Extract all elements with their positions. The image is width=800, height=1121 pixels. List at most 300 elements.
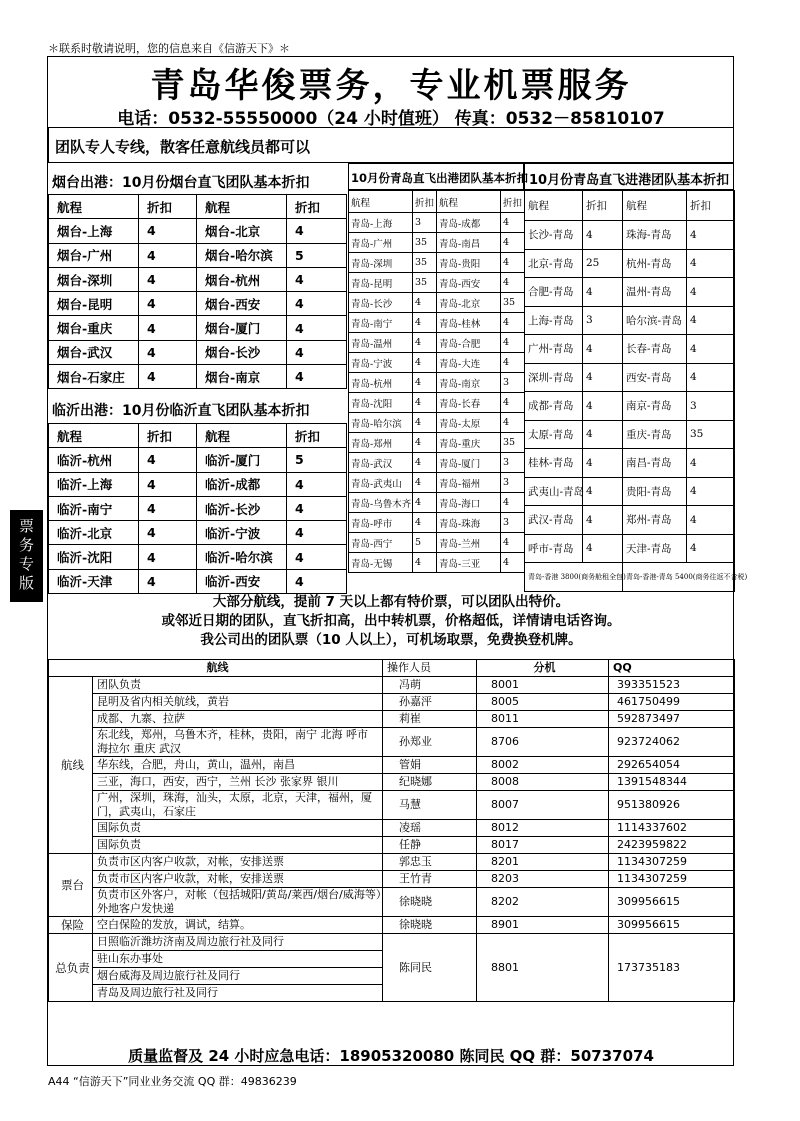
qd-in-route: 太原-青岛 [525, 420, 583, 449]
qd-out-discount: 4 [413, 553, 437, 573]
qd-in-route: 贵阳-青岛 [623, 477, 687, 506]
table-row [349, 493, 525, 513]
linyi-route: 临沂-沈阳 [49, 545, 139, 569]
qd-out-route: 青岛-三亚 [437, 553, 501, 573]
qd-out-discount: 3 [501, 453, 525, 473]
table-row [49, 243, 347, 267]
qd-out-route: 青岛-福州 [437, 473, 501, 493]
qd-in-discount: 4 [687, 249, 735, 278]
yantai-discount: 4 [287, 267, 347, 291]
notes [48, 593, 734, 650]
staff-desc: 团队负责 [93, 677, 383, 694]
qd-out-route: 青岛-厦门 [437, 453, 501, 473]
table-row [49, 545, 347, 569]
qd-out-discount: 4 [501, 533, 525, 553]
staff-qq: 592873497 [609, 711, 735, 728]
staff-person: 冯萌 [383, 677, 477, 694]
staff-qq: 292654054 [609, 757, 735, 774]
qd-out-discount: 4 [413, 373, 437, 393]
staff-qq: 1391548344 [609, 774, 735, 791]
table-row [49, 677, 735, 694]
qd-out-discount: 4 [501, 413, 525, 433]
linyi-route: 临沂-成都 [197, 472, 287, 496]
qd-in-discount: 4 [687, 278, 735, 307]
qd-out-route: 青岛-长春 [437, 393, 501, 413]
staff-qq: 173735183 [609, 934, 735, 1002]
qd-out-discount: 35 [413, 253, 437, 273]
table-row [525, 449, 735, 478]
table-row [525, 506, 735, 535]
staff-header-route: 航线 [49, 660, 383, 677]
yantai-discount: 4 [139, 267, 197, 291]
yantai-route: 烟台-广州 [49, 243, 139, 267]
qd-in-discount: 4 [583, 335, 623, 364]
staff-desc: 日照临沂潍坊济南及周边旅行社及同行 [93, 934, 383, 951]
staff-qq: 1114337602 [609, 820, 735, 837]
page-title: 青岛华俊票务，专业机票服务 [150, 66, 632, 106]
staff-desc: 驻山东办事处 [93, 951, 383, 968]
qd-in-discount: 4 [583, 449, 623, 478]
qd-out-discount: 4 [413, 493, 437, 513]
yantai-route: 烟台-杭州 [197, 267, 287, 291]
staff-person: 任静 [383, 837, 477, 854]
yantai-route: 烟台-南京 [197, 365, 287, 389]
qd-out-discount: 4 [413, 353, 437, 373]
qd-in-discount: 4 [583, 506, 623, 535]
staff-person: 孙郑业 [383, 728, 477, 757]
staff-desc: 负责市区外客户，对帐（包括城阳/黄岛/莱西/烟台/威海等）外地客户发快递 [93, 888, 383, 917]
qd-out-discount: 4 [413, 433, 437, 453]
table-row [525, 306, 735, 335]
staff-ext: 8005 [477, 694, 609, 711]
qd-in-route: 珠海-青岛 [623, 221, 687, 250]
qd-in-route: 呼市-青岛 [525, 534, 583, 563]
qd-in-route: 哈尔滨-青岛 [623, 306, 687, 335]
table-row [49, 496, 347, 520]
table-row [349, 213, 525, 233]
qd-in-route: 武夷山-青岛 [525, 477, 583, 506]
table-row [49, 917, 735, 934]
qd-in-discount: 4 [583, 221, 623, 250]
table-row [49, 448, 347, 472]
qd-out-discount: 4 [413, 313, 437, 333]
table-row [49, 316, 347, 340]
staff-ext: 8202 [477, 888, 609, 917]
qd-out-discount: 4 [501, 553, 525, 573]
qd-in-route: 长沙-青岛 [525, 221, 583, 250]
linyi-route: 临沂-杭州 [49, 448, 139, 472]
table-row [349, 513, 525, 533]
linyi-discount: 4 [139, 521, 197, 545]
qd-in-hk-return: 青岛-香港-青岛 5400(商务往返不含税) [623, 563, 735, 592]
qd-out-route: 青岛-广州 [349, 233, 413, 253]
table-row [349, 393, 525, 413]
qd-in-route: 郑州-青岛 [623, 506, 687, 535]
qd-in-header-row [525, 191, 735, 221]
qd-out-route: 青岛-上海 [349, 213, 413, 233]
qd-out-header-cell: 航程 [437, 191, 501, 213]
qd-out-discount: 4 [501, 353, 525, 373]
qd-in-discount: 3 [583, 306, 623, 335]
staff-person: 陈同民 [383, 934, 477, 1002]
qd-out-route: 青岛-西宁 [349, 533, 413, 553]
qd-in-header-cell: 折扣 [583, 191, 623, 221]
table-row [349, 273, 525, 293]
qd-out-discount: 4 [501, 393, 525, 413]
table-row [349, 553, 525, 573]
staff-ext: 8012 [477, 820, 609, 837]
linyi-route: 临沂-长沙 [197, 496, 287, 520]
qd-out-discount: 5 [413, 533, 437, 553]
staff-qq: 461750499 [609, 694, 735, 711]
table-row [49, 521, 347, 545]
yantai-route: 烟台-深圳 [49, 267, 139, 291]
qd-in-discount: 4 [687, 335, 735, 364]
linyi-discount: 5 [287, 448, 347, 472]
table-row [49, 728, 735, 757]
yantai-route: 烟台-重庆 [49, 316, 139, 340]
table-row [349, 313, 525, 333]
linyi-header-cell: 航程 [49, 424, 139, 448]
linyi-discount: 4 [287, 545, 347, 569]
qd-in-route: 杭州-青岛 [623, 249, 687, 278]
table-row [49, 365, 347, 389]
qd-out-route: 青岛-呼市 [349, 513, 413, 533]
side-tab [10, 510, 43, 602]
qd-in-route: 南昌-青岛 [623, 449, 687, 478]
qd-in-route: 武汉-青岛 [525, 506, 583, 535]
qd-out-discount: 35 [413, 273, 437, 293]
table-row [349, 333, 525, 353]
table-row [525, 534, 735, 563]
qd-out-discount: 4 [413, 473, 437, 493]
qd-in-discount: 4 [687, 534, 735, 563]
linyi-route: 临沂-上海 [49, 472, 139, 496]
table-row [49, 472, 347, 496]
yantai-route: 烟台-西安 [197, 292, 287, 316]
yantai-route: 烟台-厦门 [197, 316, 287, 340]
staff-ext: 8001 [477, 677, 609, 694]
qd-out-discount: 4 [413, 453, 437, 473]
qd-in-route: 长春-青岛 [623, 335, 687, 364]
table-row [49, 774, 735, 791]
qd-out-discount: 4 [413, 333, 437, 353]
staff-desc: 负责市区内客户收款，对帐，安排送票 [93, 871, 383, 888]
staff-desc: 负责市区内客户收款，对帐，安排送票 [93, 854, 383, 871]
qd-out-discount: 3 [413, 213, 437, 233]
table-row [349, 473, 525, 493]
table-row [49, 791, 735, 820]
yantai-header-cell: 折扣 [287, 195, 347, 219]
qd-out-route: 青岛-宁波 [349, 353, 413, 373]
staff-desc: 广州，深圳，珠海，汕头，太原，北京，天津，福州，厦门，武夷山，石家庄 [93, 791, 383, 820]
linyi-discount: 4 [287, 472, 347, 496]
staff-ext: 8002 [477, 757, 609, 774]
staff-person: 管娟 [383, 757, 477, 774]
staff-desc: 国际负责 [93, 820, 383, 837]
qd-out-discount: 35 [501, 433, 525, 453]
table-row [49, 820, 735, 837]
table-row [525, 563, 735, 592]
qd-out-route: 青岛-南京 [437, 373, 501, 393]
qd-in-route: 广州-青岛 [525, 335, 583, 364]
note-line: 或邻近日期的团队，直飞折扣高，出中转机票，价格超低，详情请电话咨询。 [161, 613, 621, 629]
yantai-discount: 4 [139, 316, 197, 340]
yantai-header-cell: 折扣 [139, 195, 197, 219]
yantai-discount: 4 [287, 219, 347, 243]
qd-out-header-row [349, 191, 525, 213]
qd-in-discount: 4 [687, 221, 735, 250]
table-row [349, 233, 525, 253]
yantai-header-cell: 航程 [49, 195, 139, 219]
yantai-discount: 4 [139, 243, 197, 267]
qd-out-discount: 4 [413, 293, 437, 313]
note-line: 我公司出的团队票（10 人以上），可机场取票，免费换登机牌。 [200, 632, 582, 648]
staff-person: 纪晓娜 [383, 774, 477, 791]
qd-in-route: 重庆-青岛 [623, 420, 687, 449]
yantai-route: 烟台-武汉 [49, 340, 139, 364]
yantai-discount: 4 [139, 365, 197, 389]
qd-out-route: 青岛-桂林 [437, 313, 501, 333]
staff-desc: 昆明及省内相关航线，黄岩 [93, 694, 383, 711]
linyi-table [48, 423, 347, 594]
qd-in-discount: 4 [687, 477, 735, 506]
qd-in-route: 南京-青岛 [623, 392, 687, 421]
yantai-route: 烟台-长沙 [197, 340, 287, 364]
table-row [49, 711, 735, 728]
linyi-discount: 4 [139, 569, 197, 593]
staff-qq: 309956615 [609, 917, 735, 934]
table-row [49, 757, 735, 774]
qd-out-route: 青岛-哈尔滨 [349, 413, 413, 433]
qd-out-route: 青岛-无锡 [349, 553, 413, 573]
linyi-route: 临沂-南宁 [49, 496, 139, 520]
qd-out-header-cell: 折扣 [413, 191, 437, 213]
staff-desc: 华东线，合肥，舟山，黄山，温州，南昌 [93, 757, 383, 774]
staff-header-row [49, 660, 735, 677]
staff-person: 凌瑶 [383, 820, 477, 837]
page-footer: A44 “信游天下”同业业务交流 QQ 群：49836239 [48, 1075, 297, 1088]
staff-person: 郭忠玉 [383, 854, 477, 871]
linyi-route: 临沂-厦门 [197, 448, 287, 472]
qd-out-route: 青岛-温州 [349, 333, 413, 353]
qd-out-route: 青岛-兰州 [437, 533, 501, 553]
yantai-header-cell: 航程 [197, 195, 287, 219]
qd-in-discount: 4 [583, 392, 623, 421]
yantai-route: 烟台-上海 [49, 219, 139, 243]
linyi-route: 临沂-天津 [49, 569, 139, 593]
qd-in-route: 西安-青岛 [623, 363, 687, 392]
table-row [349, 373, 525, 393]
staff-desc: 青岛及周边旅行社及同行 [93, 985, 383, 1002]
staff-qq: 1134307259 [609, 854, 735, 871]
staff-desc: 三亚，海口，西安，西宁，兰州 长沙 张家界 银川 [93, 774, 383, 791]
staff-person: 马慧 [383, 791, 477, 820]
table-row [349, 453, 525, 473]
qd-out-route: 青岛-乌鲁木齐 [349, 493, 413, 513]
side-tab-char: 务 [18, 536, 34, 554]
qd-out-discount: 4 [413, 413, 437, 433]
staff-ext: 8201 [477, 854, 609, 871]
table-row [49, 340, 347, 364]
yantai-discount: 4 [139, 340, 197, 364]
staff-person: 王竹青 [383, 871, 477, 888]
qd-in-route: 合肥-青岛 [525, 278, 583, 307]
qd-out-route: 青岛-北京 [437, 293, 501, 313]
yantai-route: 烟台-北京 [197, 219, 287, 243]
staff-qq: 951380926 [609, 791, 735, 820]
staff-header-qq: QQ [609, 660, 735, 677]
staff-desc: 空白保险的发放，调试，结算。 [93, 917, 383, 934]
qd-in-route: 温州-青岛 [623, 278, 687, 307]
linyi-route: 临沂-宁波 [197, 521, 287, 545]
table-row [349, 353, 525, 373]
qd-out-route: 青岛-成都 [437, 213, 501, 233]
linyi-discount: 4 [139, 545, 197, 569]
staff-header-ext: 分机 [477, 660, 609, 677]
quality-hotline: 质量监督及 24 小时应急电话：18905320080 陈同民 QQ 群：50737074 [128, 1047, 654, 1065]
yantai-discount: 5 [287, 243, 347, 267]
category-insurance: 保险 [49, 917, 93, 934]
linyi-header-cell: 折扣 [139, 424, 197, 448]
staff-desc: 东北线，郑州，乌鲁木齐，桂林，贵阳，南宁 北海 呼市 海拉尔 重庆 武汉 [93, 728, 383, 757]
qd-out-header-cell: 折扣 [501, 191, 525, 213]
qd-out-route: 青岛-西安 [437, 273, 501, 293]
qd-in-discount: 4 [583, 278, 623, 307]
yantai-table [48, 194, 347, 389]
qd-out-discount: 35 [413, 233, 437, 253]
staff-qq: 393351523 [609, 677, 735, 694]
qd-in-discount: 4 [687, 449, 735, 478]
table-row [349, 253, 525, 273]
qd-out-route: 青岛-珠海 [437, 513, 501, 533]
qd-out-route: 青岛-重庆 [437, 433, 501, 453]
linyi-route: 临沂-西安 [197, 569, 287, 593]
staff-ext: 8017 [477, 837, 609, 854]
linyi-discount: 4 [139, 472, 197, 496]
staff-desc: 成都、九寨、拉萨 [93, 711, 383, 728]
table-row [49, 888, 735, 917]
table-row [525, 392, 735, 421]
yantai-discount: 4 [287, 365, 347, 389]
qd-out-route: 青岛-南宁 [349, 313, 413, 333]
table-row [49, 219, 347, 243]
qd-in-discount: 4 [687, 506, 735, 535]
table-row [349, 413, 525, 433]
qd-out-discount: 4 [501, 493, 525, 513]
qd-in-discount: 4 [583, 534, 623, 563]
staff-person: 莉崔 [383, 711, 477, 728]
qd-out-route: 青岛-郑州 [349, 433, 413, 453]
qd-in-route: 桂林-青岛 [525, 449, 583, 478]
qd-in-discount: 4 [687, 363, 735, 392]
yantai-route: 烟台-石家庄 [49, 365, 139, 389]
yantai-discount: 4 [287, 340, 347, 364]
note-line: 大部分航线，提前 7 天以上都有特价票，可以团队出特价。 [212, 594, 570, 610]
qd-in-discount: 4 [687, 306, 735, 335]
top-note: ＊联系时敬请说明，您的信息来自《信游天下》＊ [48, 42, 290, 55]
qd-in-hk-oneway: 青岛-香港 3800(商务舱租全包) [525, 563, 623, 592]
staff-table [48, 659, 735, 1002]
contact-line: 电话：0532-55550000（24 小时值班） 传真：0532－85810107 [117, 109, 665, 129]
table-row [525, 221, 735, 250]
qd-out-route: 青岛-沈阳 [349, 393, 413, 413]
linyi-discount: 4 [139, 448, 197, 472]
staff-person: 徐晓晓 [383, 888, 477, 917]
qd-out-route: 青岛-海口 [437, 493, 501, 513]
staff-person: 孙嘉泙 [383, 694, 477, 711]
qd-out-discount: 3 [501, 373, 525, 393]
staff-ext: 8007 [477, 791, 609, 820]
qd-out-route: 青岛-合肥 [437, 333, 501, 353]
qd-out-route: 青岛-昆明 [349, 273, 413, 293]
table-row [49, 837, 735, 854]
qd-in-header-cell: 折扣 [687, 191, 735, 221]
staff-ext: 8706 [477, 728, 609, 757]
table-row [525, 363, 735, 392]
linyi-route: 临沂-哈尔滨 [197, 545, 287, 569]
yantai-heading: 烟台出港：10月份烟台直飞团队基本折扣 [52, 175, 310, 191]
table-row [349, 533, 525, 553]
qd-in-route: 北京-青岛 [525, 249, 583, 278]
qd-out-table [348, 190, 525, 573]
qd-out-route: 青岛-杭州 [349, 373, 413, 393]
team-line: 团队专人专线，散客任意航线员都可以 [48, 127, 734, 163]
side-tab-char: 专 [18, 555, 34, 573]
table-row [49, 694, 735, 711]
yantai-discount: 4 [287, 316, 347, 340]
staff-header-person: 操作人员 [383, 660, 477, 677]
staff-ext: 8008 [477, 774, 609, 791]
qd-out-route: 青岛-南昌 [437, 233, 501, 253]
staff-person: 徐晓晓 [383, 917, 477, 934]
staff-desc: 国际负责 [93, 837, 383, 854]
table-row [49, 871, 735, 888]
qd-out-discount: 4 [501, 213, 525, 233]
yantai-discount: 4 [139, 292, 197, 316]
qd-out-route: 青岛-贵阳 [437, 253, 501, 273]
qd-out-discount: 4 [501, 273, 525, 293]
side-tab-char: 票 [18, 517, 34, 535]
qd-out-discount: 35 [501, 293, 525, 313]
linyi-header-cell: 航程 [197, 424, 287, 448]
linyi-discount: 4 [287, 521, 347, 545]
qd-in-route: 上海-青岛 [525, 306, 583, 335]
side-tab-char: 版 [18, 574, 34, 592]
staff-ext: 8011 [477, 711, 609, 728]
qd-out-discount: 3 [501, 513, 525, 533]
yantai-route: 烟台-哈尔滨 [197, 243, 287, 267]
staff-ext: 8203 [477, 871, 609, 888]
table-row [49, 934, 735, 951]
qd-in-discount: 3 [687, 392, 735, 421]
yantai-route: 烟台-昆明 [49, 292, 139, 316]
table-row [525, 335, 735, 364]
qd-out-route: 青岛-长沙 [349, 293, 413, 313]
table-row [349, 433, 525, 453]
category-general: 总负责 [49, 934, 93, 1002]
qd-out-discount: 4 [501, 253, 525, 273]
qd-out-discount: 4 [501, 333, 525, 353]
qd-in-table [524, 190, 748, 592]
yantai-header-row [49, 195, 347, 219]
qd-in-discount: 4 [583, 420, 623, 449]
category-tickets: 票台 [49, 854, 93, 917]
qd-out-discount: 3 [501, 473, 525, 493]
linyi-discount: 4 [287, 569, 347, 593]
staff-qq: 309956615 [609, 888, 735, 917]
yantai-discount: 4 [287, 292, 347, 316]
